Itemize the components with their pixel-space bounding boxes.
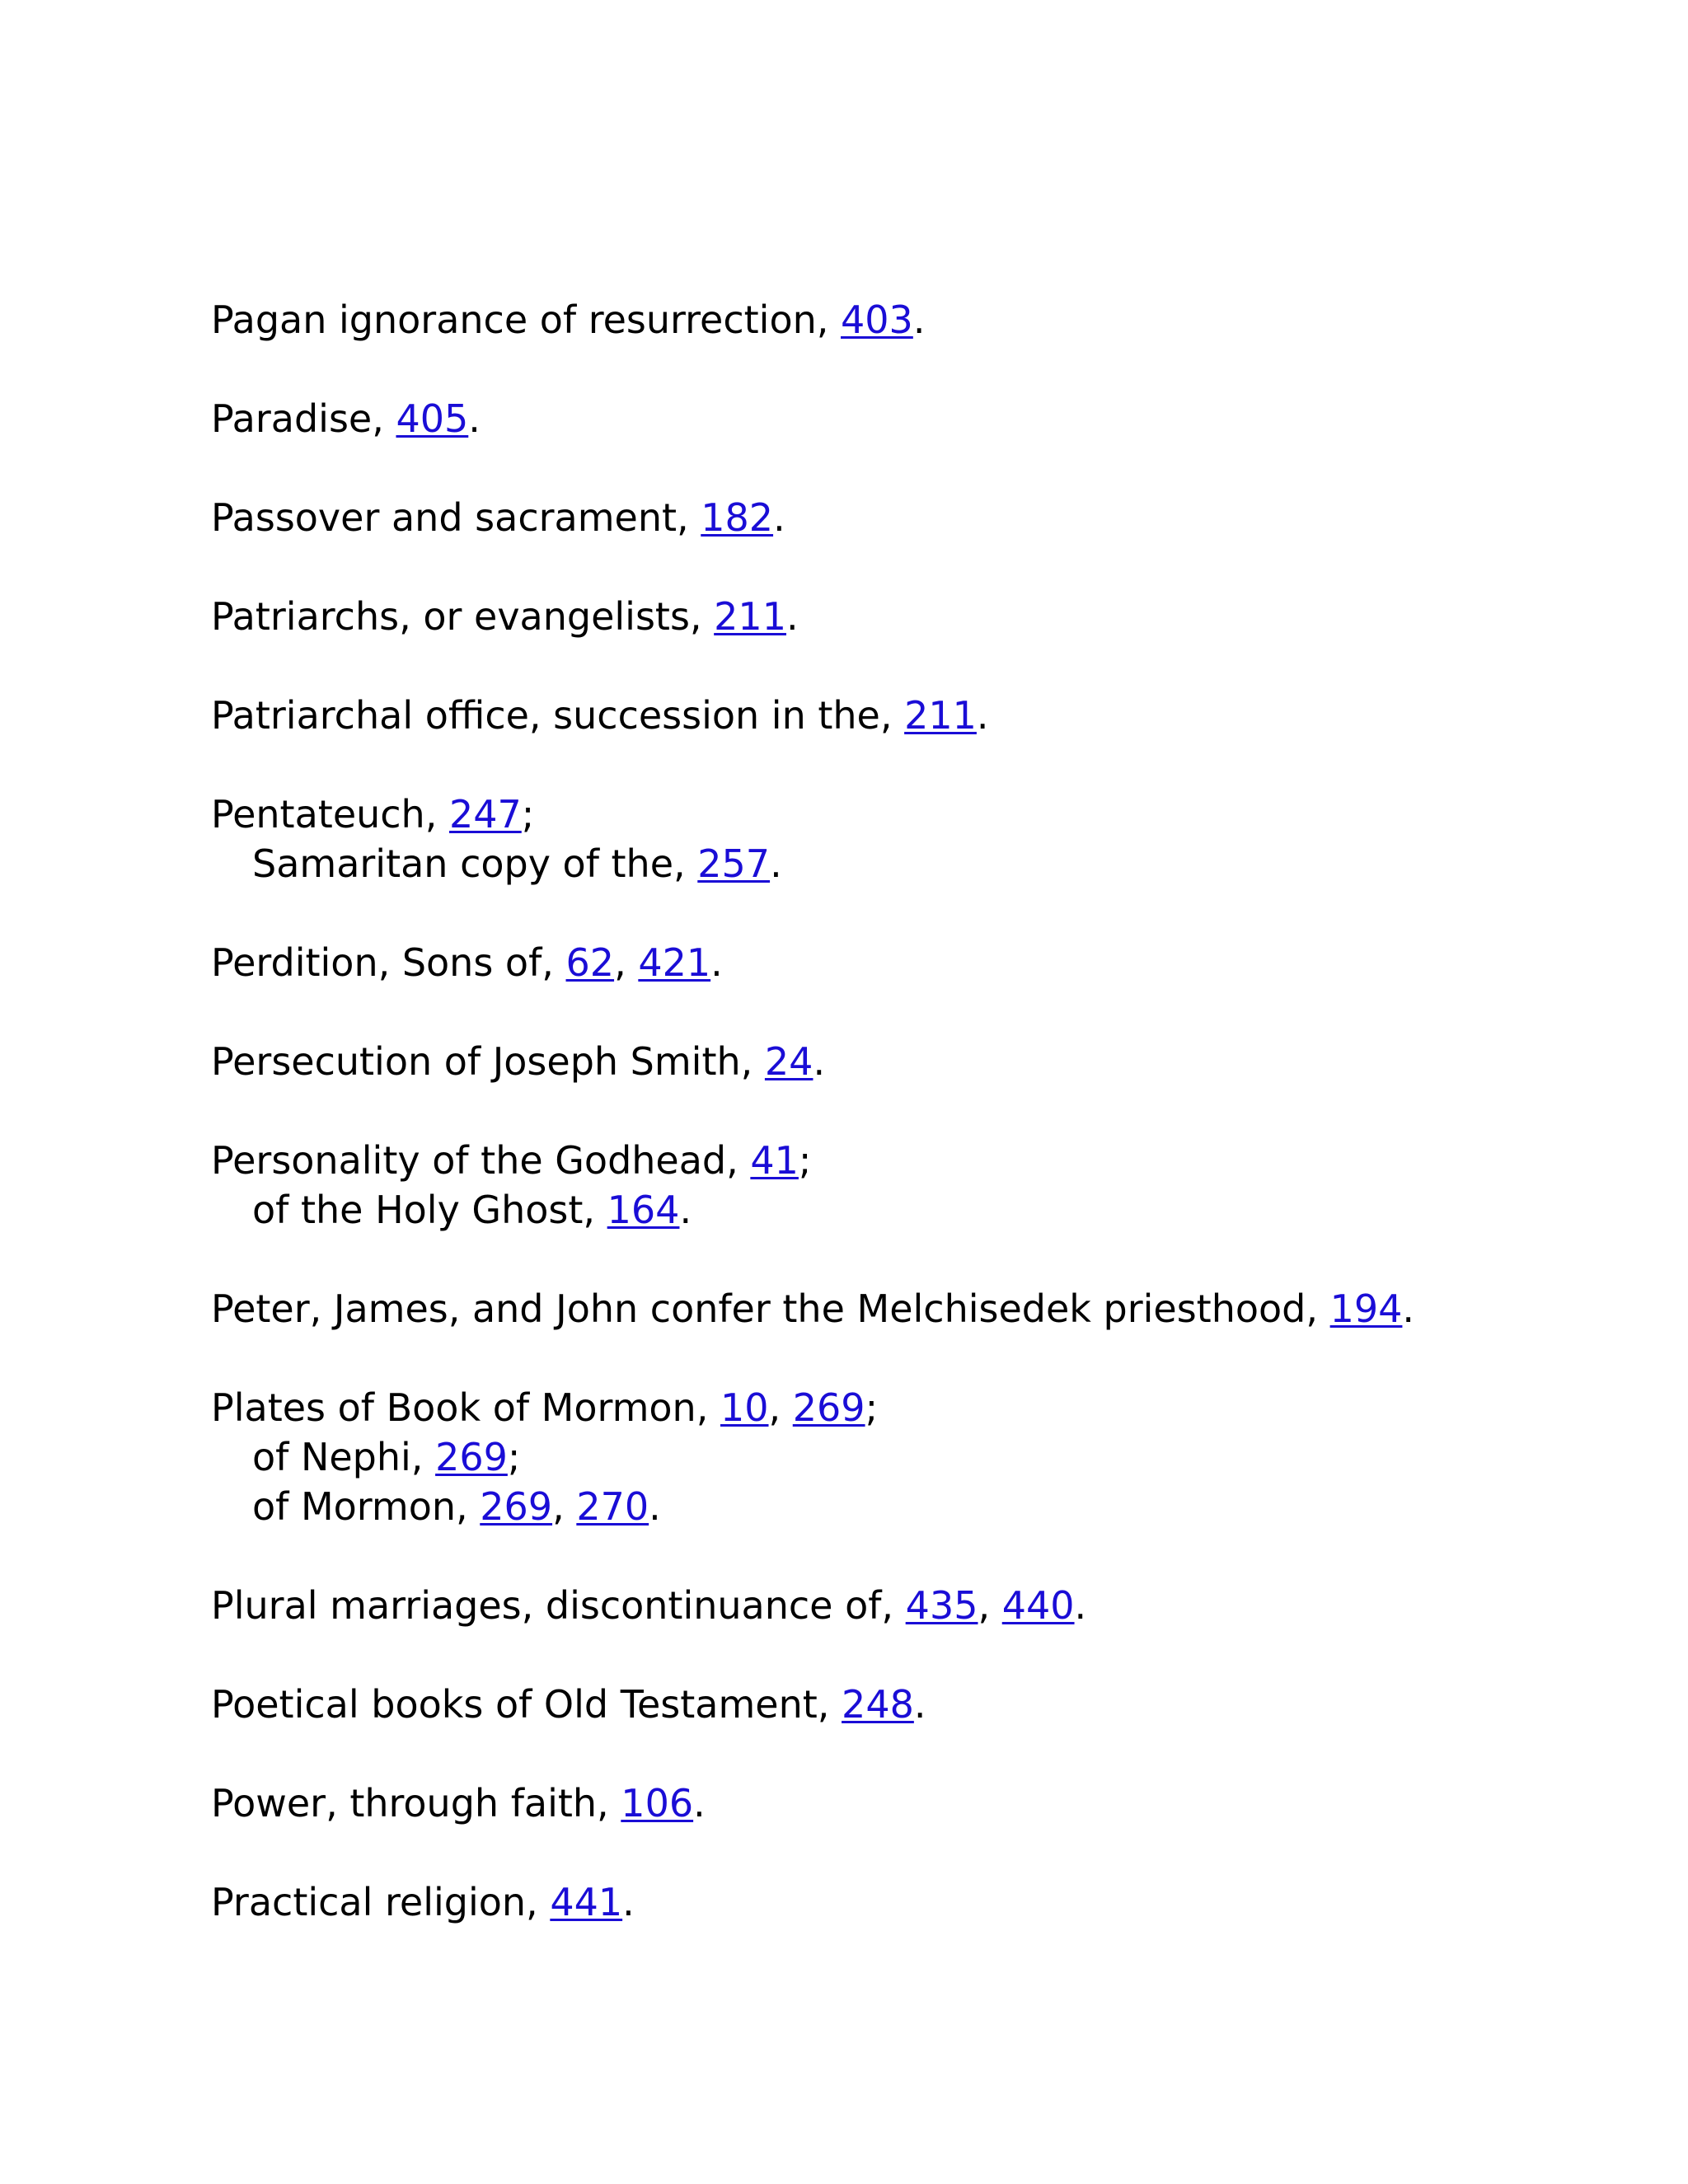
page-ref-link[interactable]: 10 bbox=[720, 1385, 769, 1430]
entry-punctuation: . bbox=[693, 1781, 706, 1825]
index-entry bbox=[211, 1877, 1612, 1927]
entry-text: Paradise, bbox=[211, 396, 396, 441]
index-subentry bbox=[211, 839, 1612, 888]
index-subentry bbox=[211, 1432, 1612, 1482]
entry-text: Plates of Book of Mormon, bbox=[211, 1385, 720, 1430]
page-ref-link[interactable]: 269 bbox=[480, 1484, 553, 1529]
entry-text: Practical religion, bbox=[211, 1880, 551, 1924]
index-entry bbox=[211, 592, 1612, 641]
index-entry bbox=[211, 1581, 1612, 1630]
page-ref-link[interactable]: 441 bbox=[550, 1880, 623, 1924]
index-heading: Perdition, Sons of, 62, 421. bbox=[211, 940, 723, 985]
entry-punctuation: . bbox=[468, 396, 481, 441]
entry-punctuation: . bbox=[770, 841, 782, 886]
index-heading: Plural marriages, discontinuance of, 435, 440. bbox=[211, 1583, 1087, 1628]
index-heading bbox=[211, 691, 1612, 740]
page-ref-link[interactable]: 257 bbox=[697, 841, 771, 886]
entry-text: Poetical books of Old Testament, bbox=[211, 1682, 842, 1727]
index-entry bbox=[211, 394, 1612, 443]
page-ref-link[interactable]: 62 bbox=[565, 940, 615, 985]
index-heading: Plates of Book of Mormon, 10, 269; bbox=[211, 1385, 879, 1430]
entry-text: of Mormon, bbox=[252, 1484, 481, 1529]
entry-text: Passover and sacrament, bbox=[211, 495, 701, 540]
entry-text: Plural marriages, discontinuance of, bbox=[211, 1583, 906, 1628]
entry-text: Persecution of Joseph Smith, bbox=[211, 1039, 765, 1084]
index-entry bbox=[211, 938, 1612, 987]
entry-punctuation: . bbox=[913, 1682, 926, 1727]
entry-punctuation: . bbox=[813, 1039, 826, 1084]
index-heading bbox=[211, 790, 1612, 839]
index-subentry: of Mormon, 269, 270. bbox=[252, 1484, 661, 1529]
index-heading bbox=[211, 493, 1612, 542]
entry-punctuation: ; bbox=[521, 792, 535, 837]
index-entry bbox=[211, 295, 1612, 344]
index-heading bbox=[211, 1284, 1612, 1333]
page-ref-link[interactable]: 106 bbox=[621, 1781, 694, 1825]
entry-text: Personality of the Godhead, bbox=[211, 1138, 751, 1183]
page-ref-link[interactable]: 269 bbox=[435, 1435, 508, 1479]
index-entry bbox=[211, 1284, 1612, 1333]
page-ref-link[interactable]: 269 bbox=[792, 1385, 865, 1430]
entry-text: of Nephi, bbox=[252, 1435, 436, 1479]
index-heading bbox=[211, 1877, 1612, 1927]
page-ref-link[interactable]: 211 bbox=[714, 594, 786, 639]
index-page bbox=[211, 295, 1612, 1976]
page-ref-link[interactable]: 270 bbox=[576, 1484, 649, 1529]
page-ref-link[interactable]: 435 bbox=[905, 1583, 978, 1628]
page-ref-link[interactable]: 194 bbox=[1329, 1286, 1403, 1331]
page-ref-link[interactable]: 182 bbox=[701, 495, 774, 540]
entry-text: Pagan ignorance of resurrection, bbox=[211, 298, 842, 342]
entry-punctuation: ; bbox=[507, 1435, 521, 1479]
index-heading bbox=[211, 295, 1612, 344]
entry-punctuation: . bbox=[976, 693, 989, 738]
index-entry bbox=[211, 1383, 1612, 1531]
entry-punctuation: . bbox=[710, 940, 723, 985]
entry-punctuation: . bbox=[785, 594, 799, 639]
page-ref-link[interactable]: 421 bbox=[638, 940, 711, 985]
index-entry bbox=[211, 1779, 1612, 1828]
entry-text: Power, through faith, bbox=[211, 1781, 621, 1825]
index-heading bbox=[211, 1037, 1612, 1086]
page-ref-link[interactable]: 248 bbox=[842, 1682, 914, 1727]
index-entry bbox=[211, 691, 1612, 740]
page-ref-link[interactable]: 403 bbox=[841, 298, 913, 342]
entry-text: Patriarchal office, succession in the, bbox=[211, 693, 905, 738]
index-entry bbox=[211, 1136, 1612, 1235]
index-heading bbox=[211, 1779, 1612, 1828]
entry-text: of the Holy Ghost, bbox=[252, 1188, 607, 1232]
index-heading bbox=[211, 592, 1612, 641]
index-heading bbox=[211, 394, 1612, 443]
entry-punctuation: . bbox=[622, 1880, 635, 1924]
index-subentry bbox=[211, 1185, 1612, 1235]
entry-text: Pentateuch, bbox=[211, 792, 449, 837]
entry-punctuation: ; bbox=[865, 1385, 879, 1430]
entry-punctuation: . bbox=[773, 495, 785, 540]
entry-text: Peter, James, and John confer the Melchisedek priesthood, bbox=[211, 1286, 1330, 1331]
entry-text: Samaritan copy of the, bbox=[252, 841, 698, 886]
index-entry bbox=[211, 1680, 1612, 1729]
page-ref-link[interactable]: 41 bbox=[750, 1138, 799, 1183]
index-entry bbox=[211, 493, 1612, 542]
page-ref-link[interactable]: 24 bbox=[764, 1039, 814, 1084]
entry-punctuation: ; bbox=[798, 1138, 812, 1183]
entry-text: Patriarchs, or evangelists, bbox=[211, 594, 715, 639]
page-ref-link[interactable]: 211 bbox=[904, 693, 977, 738]
entry-punctuation: . bbox=[912, 298, 926, 342]
index-heading bbox=[211, 1680, 1612, 1729]
entry-punctuation: . bbox=[679, 1188, 692, 1232]
entry-punctuation: . bbox=[1402, 1286, 1415, 1331]
page-ref-link[interactable]: 440 bbox=[1001, 1583, 1075, 1628]
page-ref-link[interactable]: 164 bbox=[607, 1188, 680, 1232]
entry-punctuation: . bbox=[649, 1484, 661, 1529]
page-ref-link[interactable]: 405 bbox=[396, 396, 469, 441]
page-ref-link[interactable]: 247 bbox=[448, 792, 522, 837]
entry-text: Perdition, Sons of, bbox=[211, 940, 566, 985]
index-heading bbox=[211, 1136, 1612, 1185]
entry-punctuation: . bbox=[1074, 1583, 1087, 1628]
index-entry bbox=[211, 790, 1612, 888]
index-entry bbox=[211, 1037, 1612, 1086]
